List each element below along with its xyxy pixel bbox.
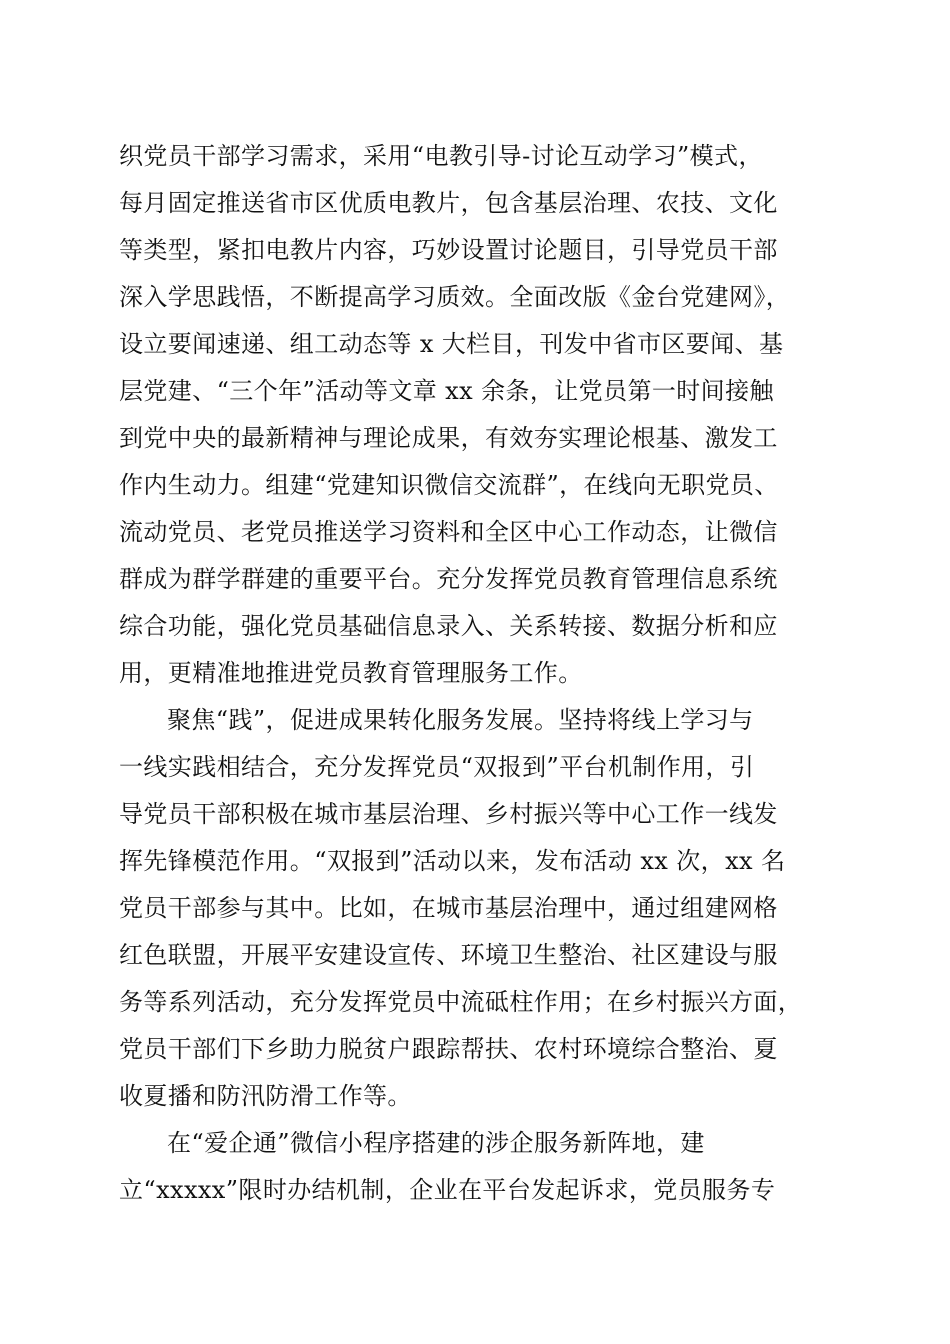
text-line: 一线实践相结合，充分发挥党员“双报到”平台机制作用，引 [119, 753, 755, 781]
text-line: 深入学思践悟，不断提高学习质效。全面改版《金台党建网》， [119, 283, 791, 311]
body-text [119, 133, 839, 1214]
text-line-first: 聚焦“践”，促进成果转化服务发展。坚持将线上学习与 [167, 706, 754, 734]
paragraph-2 [119, 697, 839, 1120]
text-line: 层党建、“三个年”活动等文章 xx 余条，让党员第一时间接触 [119, 377, 774, 405]
text-line: 织党员干部学习需求，采用“电教引导-讨论互动学习”模式， [119, 142, 763, 170]
text-line: 党员干部参与其中。比如，在城市基层治理中，通过组建网格 [119, 894, 778, 922]
text-line: 每月固定推送省市区优质电教片，包含基层治理、农技、文化 [119, 189, 778, 217]
text-line: 流动党员、老党员推送学习资料和全区中心工作动态，让微信 [119, 518, 778, 546]
text-line: 综合功能，强化党员基础信息录入、关系转接、数据分析和应 [119, 612, 778, 640]
text-line: 立“xxxxx”限时办结机制，企业在平台发起诉求，党员服务专 [119, 1176, 776, 1204]
text-line: 挥先锋模范作用。“双报到”活动以来，发布活动 xx 次，xx 名 [119, 847, 786, 875]
text-line: 收夏播和防汛防滑工作等。 [119, 1082, 412, 1110]
text-line-first: 在“爱企通”微信小程序搭建的涉企服务新阵地，建 [167, 1129, 705, 1157]
paragraph-1 [119, 133, 839, 697]
text-line: 用，更精准地推进党员教育管理服务工作。 [119, 659, 583, 687]
text-line: 党员干部们下乡助力脱贫户跟踪帮扶、农村环境综合整治、夏 [119, 1035, 778, 1063]
text-line: 作内生动力。组建“党建知识微信交流群”，在线向无职党员、 [119, 471, 779, 499]
text-line: 到党中央的最新精神与理论成果，有效夯实理论根基、激发工 [119, 424, 778, 452]
text-line: 设立要闻速递、组工动态等 x 大栏目，刊发中省市区要闻、基 [119, 330, 784, 358]
text-line: 红色联盟，开展平安建设宣传、环境卫生整治、社区建设与服 [119, 941, 778, 969]
text-line: 导党员干部积极在城市基层治理、乡村振兴等中心工作一线发 [119, 800, 778, 828]
text-line: 群成为群学群建的重要平台。充分发挥党员教育管理信息系统 [119, 565, 778, 593]
text-line: 等类型，紧扣电教片内容，巧妙设置讨论题目，引导党员干部 [119, 236, 778, 264]
text-line: 务等系列活动，充分发挥党员中流砥柱作用；在乡村振兴方面， [119, 988, 803, 1016]
paragraph-3 [119, 1120, 839, 1214]
